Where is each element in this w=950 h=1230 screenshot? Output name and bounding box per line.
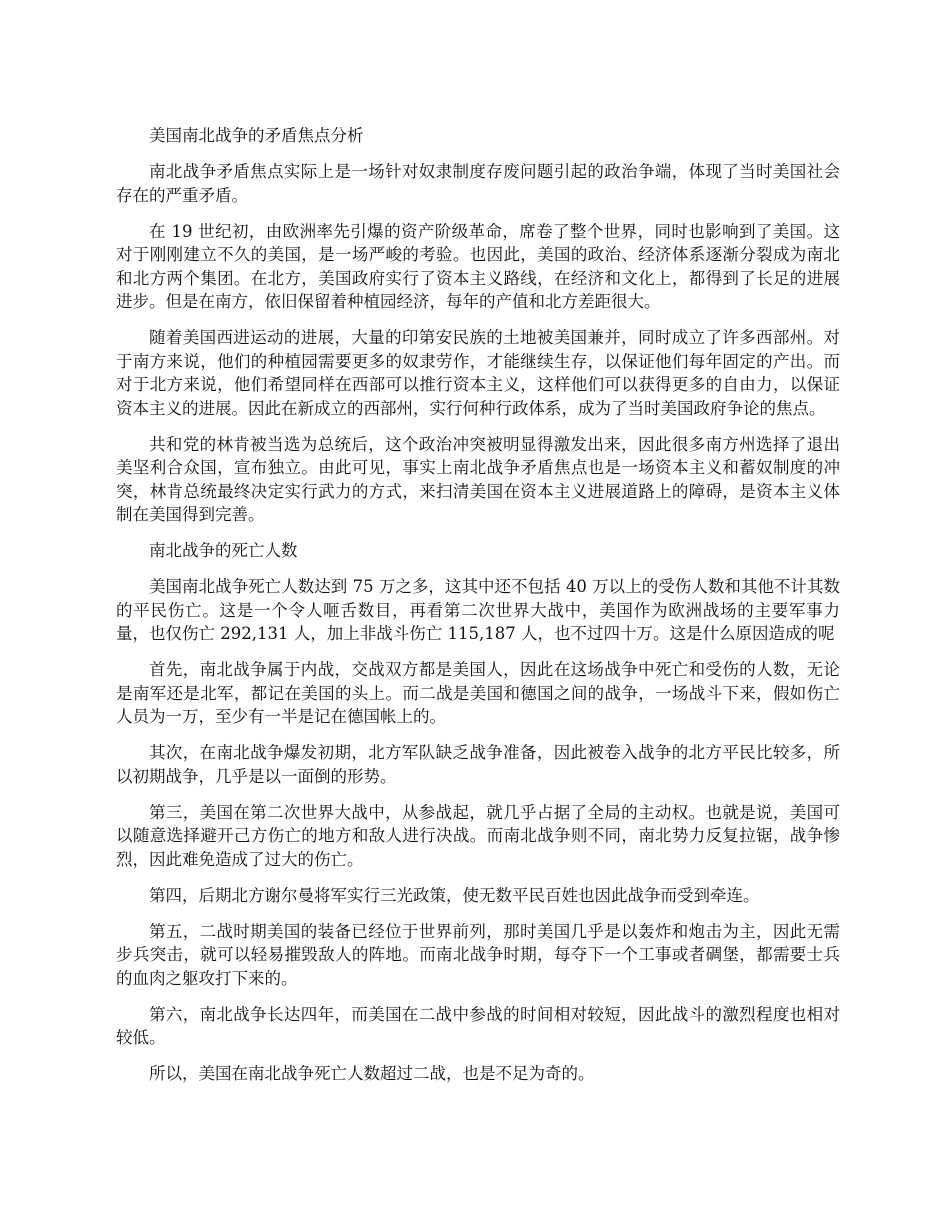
paragraph-reason-second: 其次，在南北战争爆发初期，北方军队缺乏战争准备，因此被卷入战争的北方平民比较多，所以初期战争，几乎是以一面倒的形势。	[116, 743, 840, 786]
section-heading-conflict-analysis: 美国南北战争的矛盾焦点分析	[149, 126, 364, 145]
paragraph-intro: 南北战争矛盾焦点实际上是一场针对奴隶制度存废问题引起的政治争端，体现了当时美国社会存在的严重矛盾。	[116, 162, 840, 205]
document-page	[116, 124, 840, 1098]
paragraph-19th-century: 在 19 世纪初，由欧洲率先引爆的资产阶级革命，席卷了整个世界，同时也影响到了美国。这对于刚刚建立不久的美国，是一场严峻的考验。也因此，美国的政治、经济体系逐渐分裂成为南北和北方两个集团。在北方，美国政府实行了资本主义路线，在经济和文化上，都得到了长足的进展进步。但是在南方，依旧保留着种植园经济，每年的产值和北方差距很大。	[116, 221, 840, 311]
paragraph-death-toll: 美国南北战争死亡人数达到 75 万之多，这其中还不包括 40 万以上的受伤人数和其他不计其数的平民伤亡。这是一个令人咂舌数目，再看第二次世界大战中，美国作为欧洲战场的主要军事力量，也仅伤亡 292,131 人，加上非战斗伤亡 115,187 人，也不过四十万。这是什么原因造成的呢	[116, 577, 840, 643]
paragraph-reason-first: 首先，南北战争属于内战，交战双方都是美国人，因此在这场战争中死亡和受伤的人数，无论是南军还是北军，都记在美国的头上。而二战是美国和德国之间的战争，一场战斗下来，假如伤亡人员为一万，至少有一半是记在德国帐上的。	[116, 660, 840, 726]
paragraph-reason-fifth: 第五，二战时期美国的装备已经位于世界前列，那时美国几乎是以轰炸和炮击为主，因此无需步兵突击，就可以轻易摧毁敌人的阵地。而南北战争时期，每夺下一个工事或者碉堡，都需要士兵的血肉之躯攻打下来的。	[116, 921, 840, 988]
paragraph-lincoln-election: 共和党的林肯被当选为总统后，这个政治冲突被明显得激发出来，因此很多南方州选择了退出美坚利合众国，宣布独立。由此可见，事实上南北战争矛盾焦点也是一场资本主义和蓄奴制度的冲突，林肯总统最终决定实行武力的方式，来扫清美国在资本主义进展道路上的障碍，是资本主义体制在美国得到完善。	[116, 434, 840, 524]
section-heading-death-toll: 南北战争的死亡人数	[149, 541, 298, 560]
paragraph-westward-expansion: 随着美国西进运动的进展，大量的印第安民族的土地被美国兼并，同时成立了许多西部州。对于南方来说，他们的种植园需要更多的奴隶劳作，才能继续生存，以保证他们每年固定的产出。而对于北方来说，他们希望同样在西部可以推行资本主义，这样他们可以获得更多的自由力，以保证资本主义的进展。因此在新成立的西部州，实行何种行政体系，成为了当时美国政府争论的焦点。	[116, 328, 840, 418]
paragraph-reason-sixth: 第六，南北战争长达四年，而美国在二战中参战的时间相对较短，因此战斗的激烈程度也相对较低。	[116, 1004, 840, 1047]
paragraph-reason-third: 第三，美国在第二次世界大战中，从参战起，就几乎占据了全局的主动权。也就是说，美国可以随意选择避开己方伤亡的地方和敌人进行决战。而南北战争则不同，南北势力反复拉锯，战争惨烈，因此难免造成了过大的伤亡。	[116, 802, 840, 869]
paragraph-conclusion: 所以，美国在南北战争死亡人数超过二战，也是不足为奇的。	[149, 1064, 595, 1083]
paragraph-reason-fourth: 第四，后期北方谢尔曼将军实行三光政策，使无数平民百姓也因此战争而受到牵连。	[149, 885, 760, 905]
